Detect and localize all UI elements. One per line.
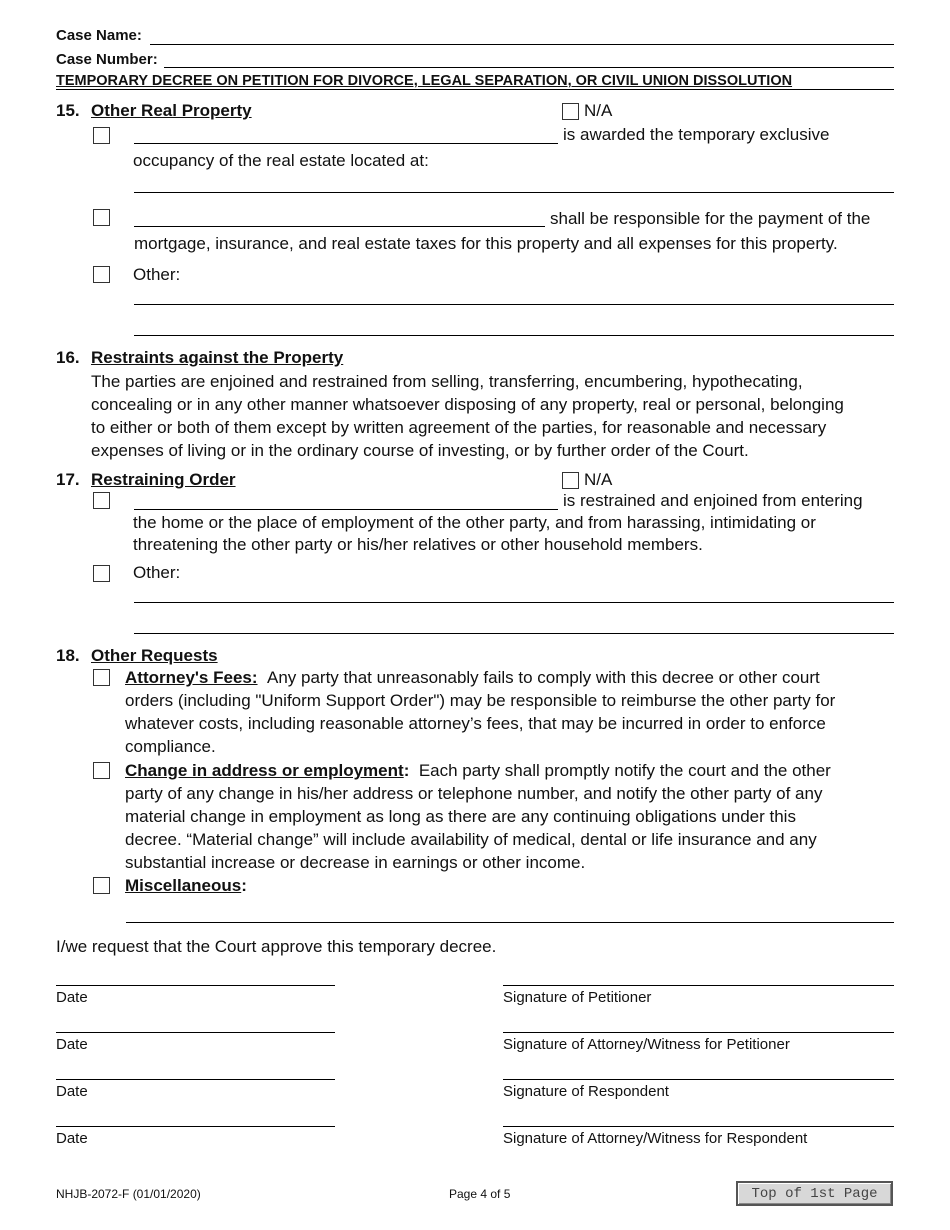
attorneys-fees-checkbox[interactable] <box>93 669 110 686</box>
top-of-first-page-button[interactable]: Top of 1st Page <box>736 1181 893 1206</box>
attorneys-fees-line: orders (including "Uniform Support Order") may be responsible to reimburse the other party for <box>125 691 836 710</box>
section-16-paragraph <box>91 370 844 462</box>
miscellaneous-field[interactable] <box>126 922 894 923</box>
signature-label: Signature of Respondent <box>503 1083 669 1100</box>
section-17-line-3: threatening the other party or his/her relatives or other household members. <box>133 535 703 554</box>
miscellaneous-title: Miscellaneous <box>125 876 242 895</box>
change-address-line: decree. “Material change” will include availability of medical, dental or life insurance and any <box>125 830 817 849</box>
signature-field[interactable] <box>503 985 894 986</box>
section-17-restrained-text: is restrained and enjoined from entering <box>563 491 863 510</box>
change-address-line: material change in employment as long as there are any continuing obligations under this <box>125 807 796 826</box>
section-15-other-checkbox[interactable] <box>93 266 110 283</box>
case-name-label: Case Name: <box>56 27 142 44</box>
section-16-number: 16. <box>56 348 80 367</box>
section-16-line: The parties are enjoined and restrained from selling, transferring, encumbering, hypothecating, <box>91 372 803 391</box>
court-approval-request: I/we request that the Court approve this temporary decree. <box>56 937 497 956</box>
form-id: NHJB-2072-F (01/01/2020) <box>56 1187 201 1201</box>
page-number: Page 4 of 5 <box>449 1187 511 1201</box>
section-15-heading: Other Real Property <box>91 101 252 120</box>
section-15-na-label: N/A <box>584 101 613 120</box>
section-17-heading: Restraining Order <box>91 470 236 489</box>
section-18-heading: Other Requests <box>91 646 218 665</box>
section-15-other-field-1[interactable] <box>134 304 894 305</box>
signature-label: Signature of Attorney/Witness for Respondent <box>503 1130 808 1147</box>
change-address-line: Each party shall promptly notify the court and the other <box>418 761 831 780</box>
signature-field[interactable] <box>503 1079 894 1080</box>
date-field[interactable] <box>56 1079 335 1080</box>
attorneys-fees-line: Any party that unreasonably fails to comply with this decree or other court <box>266 668 820 687</box>
section-17-na-checkbox[interactable] <box>562 472 579 489</box>
signature-label: Signature of Attorney/Witness for Petitioner <box>503 1036 790 1053</box>
section-15-other-label: Other: <box>133 265 181 284</box>
change-address-title: Change in address or employment <box>125 761 404 780</box>
section-16-line: to either or both of them except by written agreement of the parties, for reasonable and necessary <box>91 418 827 437</box>
change-address-paragraph <box>125 759 831 874</box>
change-address-line: party of any change in his/her address or telephone number, and notify the other party of any <box>125 784 823 803</box>
date-label: Date <box>56 1036 88 1053</box>
section-18-number: 18. <box>56 646 80 665</box>
miscellaneous-checkbox[interactable] <box>93 877 110 894</box>
section-15-occupancy-text: occupancy of the real estate located at: <box>133 151 429 170</box>
attorneys-fees-title: Attorney's Fees: <box>125 668 258 687</box>
miscellaneous-label <box>125 875 247 897</box>
section-15-responsible-text: shall be responsible for the payment of the <box>550 209 871 228</box>
attorneys-fees-paragraph <box>125 666 835 758</box>
miscellaneous-colon: : <box>241 876 247 895</box>
date-label: Date <box>56 1083 88 1100</box>
section-15-mortgage-text: mortgage, insurance, and real estate taxes for this property and all expenses for this property. <box>134 234 838 253</box>
attorneys-fees-line: compliance. <box>125 737 216 756</box>
section-17-restrained-party-field[interactable] <box>134 509 558 510</box>
section-17-other-label: Other: <box>133 563 181 582</box>
section-15-responsible-checkbox[interactable] <box>93 209 110 226</box>
section-16-line: concealing or in any other manner whatsoever disposing of any property, real or personal, belonging <box>91 395 844 414</box>
section-15-number: 15. <box>56 101 80 120</box>
date-field[interactable] <box>56 985 335 986</box>
case-number-label: Case Number: <box>56 51 158 68</box>
section-17-other-checkbox[interactable] <box>93 565 110 582</box>
section-17-restrained-checkbox[interactable] <box>93 492 110 509</box>
signature-field[interactable] <box>503 1032 894 1033</box>
section-15-other-field-2[interactable] <box>134 335 894 336</box>
case-number-field[interactable] <box>164 67 894 68</box>
section-15-address-field[interactable] <box>134 192 894 193</box>
section-17-line-2: the home or the place of employment of the other party, and from harassing, intimidating or <box>133 513 816 532</box>
form-title: TEMPORARY DECREE ON PETITION FOR DIVORCE, LEGAL SEPARATION, OR CIVIL UNION DISSOLUTION <box>56 73 793 89</box>
section-15-awarded-checkbox[interactable] <box>93 127 110 144</box>
section-15-awarded-party-field[interactable] <box>134 143 558 144</box>
signature-label: Signature of Petitioner <box>503 989 652 1006</box>
case-name-field[interactable] <box>150 44 894 45</box>
change-address-colon: : <box>403 761 410 780</box>
section-16-line: expenses of living or in the ordinary course of investing, or by further order of the Court. <box>91 441 749 460</box>
title-rule <box>56 89 894 90</box>
section-17-number: 17. <box>56 470 80 489</box>
date-label: Date <box>56 989 88 1006</box>
signature-field[interactable] <box>503 1126 894 1127</box>
section-16-heading: Restraints against the Property <box>91 348 344 367</box>
date-field[interactable] <box>56 1126 335 1127</box>
section-17-other-field-1[interactable] <box>134 602 894 603</box>
section-15-responsible-party-field[interactable] <box>134 226 545 227</box>
change-address-checkbox[interactable] <box>93 762 110 779</box>
date-field[interactable] <box>56 1032 335 1033</box>
attorneys-fees-line: whatever costs, including reasonable attorney’s fees, that may be incurred in order to enforce <box>125 714 826 733</box>
date-label: Date <box>56 1130 88 1147</box>
section-15-awarded-text: is awarded the temporary exclusive <box>563 125 830 144</box>
section-17-other-field-2[interactable] <box>134 633 894 634</box>
change-address-line: substantial increase or decrease in earnings or other income. <box>125 853 586 872</box>
section-15-na-checkbox[interactable] <box>562 103 579 120</box>
section-17-na-label: N/A <box>584 470 613 489</box>
